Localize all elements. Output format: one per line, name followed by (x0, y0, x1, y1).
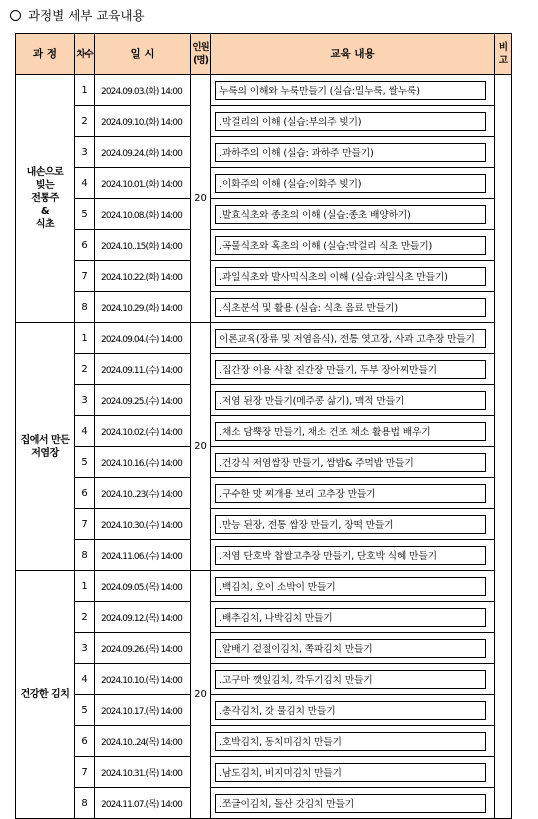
content-cell (211, 757, 495, 788)
session-number: 7 (75, 509, 95, 540)
session-number: 3 (75, 385, 95, 416)
content-cell (211, 540, 495, 571)
content-cell (211, 199, 495, 230)
content-cell (211, 106, 495, 137)
session-datetime: 2024.10..24(목) 14:00 (95, 726, 191, 757)
header-datetime: 일 시 (95, 34, 191, 75)
content-text: .배추김치, 나박김치 만들기 (219, 613, 333, 624)
session-number: 4 (75, 416, 95, 447)
content-text: .남도김치, 비지미김치 만들기 (219, 768, 342, 779)
session-number: 7 (75, 261, 95, 292)
table-row (16, 416, 512, 447)
course-name (16, 323, 75, 571)
session-number: 5 (75, 447, 95, 478)
session-number: 1 (75, 323, 95, 354)
session-datetime: 2024.10.29.(화) 14:00 (95, 292, 191, 323)
content-box (215, 732, 486, 751)
content-cell (211, 571, 495, 602)
people-count: 20 (191, 571, 211, 819)
content-text: .과일식초와 발사믹식초의 이해 (실습:과일식초 만들기) (219, 272, 448, 283)
table-row (16, 726, 512, 757)
session-number: 1 (75, 571, 95, 602)
content-box (215, 81, 486, 100)
table-row (16, 540, 512, 571)
content-box (215, 174, 486, 193)
table-row (16, 75, 512, 106)
content-text: .만능 된장, 전통 쌈장 만들기, 장떡 만들기 (219, 520, 394, 531)
session-datetime: 2024.10.08.(화) 14:00 (95, 199, 191, 230)
session-datetime: 2024.10.10.(목) 14:00 (95, 664, 191, 695)
table-row (16, 757, 512, 788)
content-box (215, 391, 486, 410)
header-session: 차수 (75, 34, 95, 75)
session-datetime: 2024.10..15(화) 14:00 (95, 230, 191, 261)
table-row (16, 323, 512, 354)
table-row (16, 509, 512, 540)
content-text: .백김치, 오이 소박이 만들기 (219, 582, 336, 593)
content-box (215, 670, 486, 689)
table-row (16, 633, 512, 664)
table-row (16, 106, 512, 137)
session-number: 6 (75, 726, 95, 757)
session-number: 3 (75, 633, 95, 664)
header-note: 비고 (495, 34, 512, 75)
session-number: 5 (75, 199, 95, 230)
session-datetime: 2024.10.01.(화) 14:00 (95, 168, 191, 199)
session-datetime: 2024.09.05.(목) 14:00 (95, 571, 191, 602)
content-box (215, 453, 486, 472)
content-box (215, 608, 486, 627)
content-box (215, 546, 486, 565)
content-text: .과하주의 이해 (실습: 과하주 만들기) (219, 148, 374, 159)
content-box (215, 205, 486, 224)
session-number: 2 (75, 354, 95, 385)
content-cell (211, 137, 495, 168)
content-cell (211, 261, 495, 292)
section-title-text: 과정별 세부 교육내용 (28, 8, 145, 23)
session-number: 2 (75, 106, 95, 137)
session-datetime: 2024.09.25.(수) 14:00 (95, 385, 191, 416)
session-datetime: 2024.09.26.(목) 14:00 (95, 633, 191, 664)
session-number: 8 (75, 292, 95, 323)
content-box (215, 639, 486, 658)
section-title (10, 5, 145, 25)
table-row (16, 354, 512, 385)
content-text: .저염 단호박 찹쌀고추장 만들기, 단호박 식혜 만들기 (219, 551, 437, 562)
session-datetime: 2024.10.02.(수) 14:00 (95, 416, 191, 447)
session-number: 8 (75, 788, 95, 819)
content-cell (211, 168, 495, 199)
content-text: .집간장 이용 사찰 진간장 만들기, 두부 장아찌만들기 (219, 365, 437, 376)
content-cell (211, 602, 495, 633)
note-cell (495, 75, 512, 819)
course-name-text: 내손으로 빚는 전통주 & 식초 (26, 167, 64, 230)
content-box (215, 763, 486, 782)
session-datetime: 2024.10.16.(수) 14:00 (95, 447, 191, 478)
content-text: .막걸리의 이해 (실습:부의주 빚기) (219, 117, 362, 128)
content-text: .발효식초와 종초의 이해 (실습:종초 배양하기) (219, 210, 411, 221)
table-row (16, 602, 512, 633)
session-datetime: 2024.09.10.(화) 14:00 (95, 106, 191, 137)
session-datetime: 2024.09.03.(화) 14:00 (95, 75, 191, 106)
table-row (16, 137, 512, 168)
content-text: 이론교육(장류 및 저염음식), 전통 엿고장, 사과 고추장 만들기 (219, 334, 475, 345)
schedule-table (15, 33, 512, 819)
content-cell (211, 664, 495, 695)
course-name-text: 건강한 김치 (20, 689, 70, 700)
header-content: 교육 내용 (211, 34, 495, 75)
content-text: .이화주의 이해 (실습:이화주 빚기) (219, 179, 362, 190)
content-cell (211, 354, 495, 385)
table-row (16, 788, 512, 819)
content-box (215, 298, 486, 317)
content-cell (211, 323, 495, 354)
session-datetime: 2024.09.11.(수) 14:00 (95, 354, 191, 385)
content-cell (211, 633, 495, 664)
session-datetime: 2024.10.17.(목) 14:00 (95, 695, 191, 726)
session-number: 3 (75, 137, 95, 168)
table-header-row (16, 34, 512, 75)
table-row (16, 261, 512, 292)
content-box (215, 794, 486, 813)
content-text: .호박김치, 동치미김치 만들기 (219, 737, 342, 748)
content-text: .저염 된장 만들기(메주콩 삶기), 맥적 만들기 (219, 396, 405, 407)
session-datetime: 2024.09.12.(목) 14:00 (95, 602, 191, 633)
table-row (16, 168, 512, 199)
session-number: 2 (75, 602, 95, 633)
content-text: .건강식 저염쌈장 만들기, 쌈밥& 주먹밥 만들기 (219, 458, 414, 469)
content-text: .구수한 맛 찌개용 보리 고추장 만들기 (219, 489, 376, 500)
content-cell (211, 695, 495, 726)
table-row (16, 385, 512, 416)
content-box (215, 484, 486, 503)
table-row (16, 230, 512, 261)
table-body (16, 75, 512, 819)
content-cell (211, 385, 495, 416)
course-name-text: 집에서 만든 저염장 (20, 434, 70, 459)
content-cell (211, 75, 495, 106)
table-row (16, 695, 512, 726)
header-people: 인원 (명) (191, 34, 211, 75)
content-cell (211, 230, 495, 261)
content-box (215, 360, 486, 379)
course-name (16, 571, 75, 819)
table-row (16, 478, 512, 509)
session-number: 6 (75, 230, 95, 261)
content-text: .식초분석 및 활용 (실습: 식초 음료 만들기) (219, 303, 398, 314)
content-box (215, 236, 486, 255)
session-number: 6 (75, 478, 95, 509)
session-datetime: 2024.09.04.(수) 14:00 (95, 323, 191, 354)
content-cell (211, 788, 495, 819)
content-box (215, 422, 486, 441)
session-number: 5 (75, 695, 95, 726)
people-count: 20 (191, 323, 211, 571)
session-datetime: 2024.11.06.(수) 14:00 (95, 540, 191, 571)
session-datetime: 2024.10..23(수) 14:00 (95, 478, 191, 509)
course-name (16, 75, 75, 323)
people-count: 20 (191, 75, 211, 323)
session-datetime: 2024.10.22.(화) 14:00 (95, 261, 191, 292)
content-cell (211, 416, 495, 447)
session-number: 7 (75, 757, 95, 788)
table-row (16, 447, 512, 478)
content-text: 누룩의 이해와 누룩만들기 (실습:밀누룩, 쌀누룩) (219, 86, 420, 97)
header-course: 과 정 (16, 34, 75, 75)
content-text: .알배기 겉절이김치, 쪽파김치 만들기 (219, 644, 373, 655)
session-datetime: 2024.11.07.(목) 14:00 (95, 788, 191, 819)
circle-bullet-icon (10, 10, 21, 21)
content-text: .채소 담뿍장 만들기, 채소 건조 채소 활용법 배우기 (219, 427, 431, 438)
session-number: 8 (75, 540, 95, 571)
content-box (215, 701, 486, 720)
table-row (16, 292, 512, 323)
content-text: .고구마 깻잎김치, 깍두기김치 만들기 (219, 675, 373, 686)
session-datetime: 2024.09.24.(화) 14:00 (95, 137, 191, 168)
content-cell (211, 509, 495, 540)
table-row (16, 664, 512, 695)
content-cell (211, 447, 495, 478)
content-box (215, 515, 486, 534)
content-box (215, 577, 486, 596)
content-box (215, 329, 486, 348)
content-box (215, 143, 486, 162)
content-box (215, 267, 486, 286)
content-cell (211, 478, 495, 509)
session-datetime: 2024.10.31.(목) 14:00 (95, 757, 191, 788)
content-cell (211, 726, 495, 757)
session-datetime: 2024.10.30.(수) 14:00 (95, 509, 191, 540)
content-box (215, 112, 486, 131)
table-row (16, 199, 512, 230)
content-cell (211, 292, 495, 323)
content-text: .총각김치, 갓 물김치 만들기 (219, 706, 336, 717)
session-number: 4 (75, 168, 95, 199)
table-row (16, 571, 512, 602)
session-number: 1 (75, 75, 95, 106)
content-text: .쪼글이김치, 돌산 갓김치 만들기 (219, 799, 354, 810)
session-number: 4 (75, 664, 95, 695)
content-text: .곡물식초와 혹초의 이해 (실습:막걸리 식초 만들기) (219, 241, 433, 252)
